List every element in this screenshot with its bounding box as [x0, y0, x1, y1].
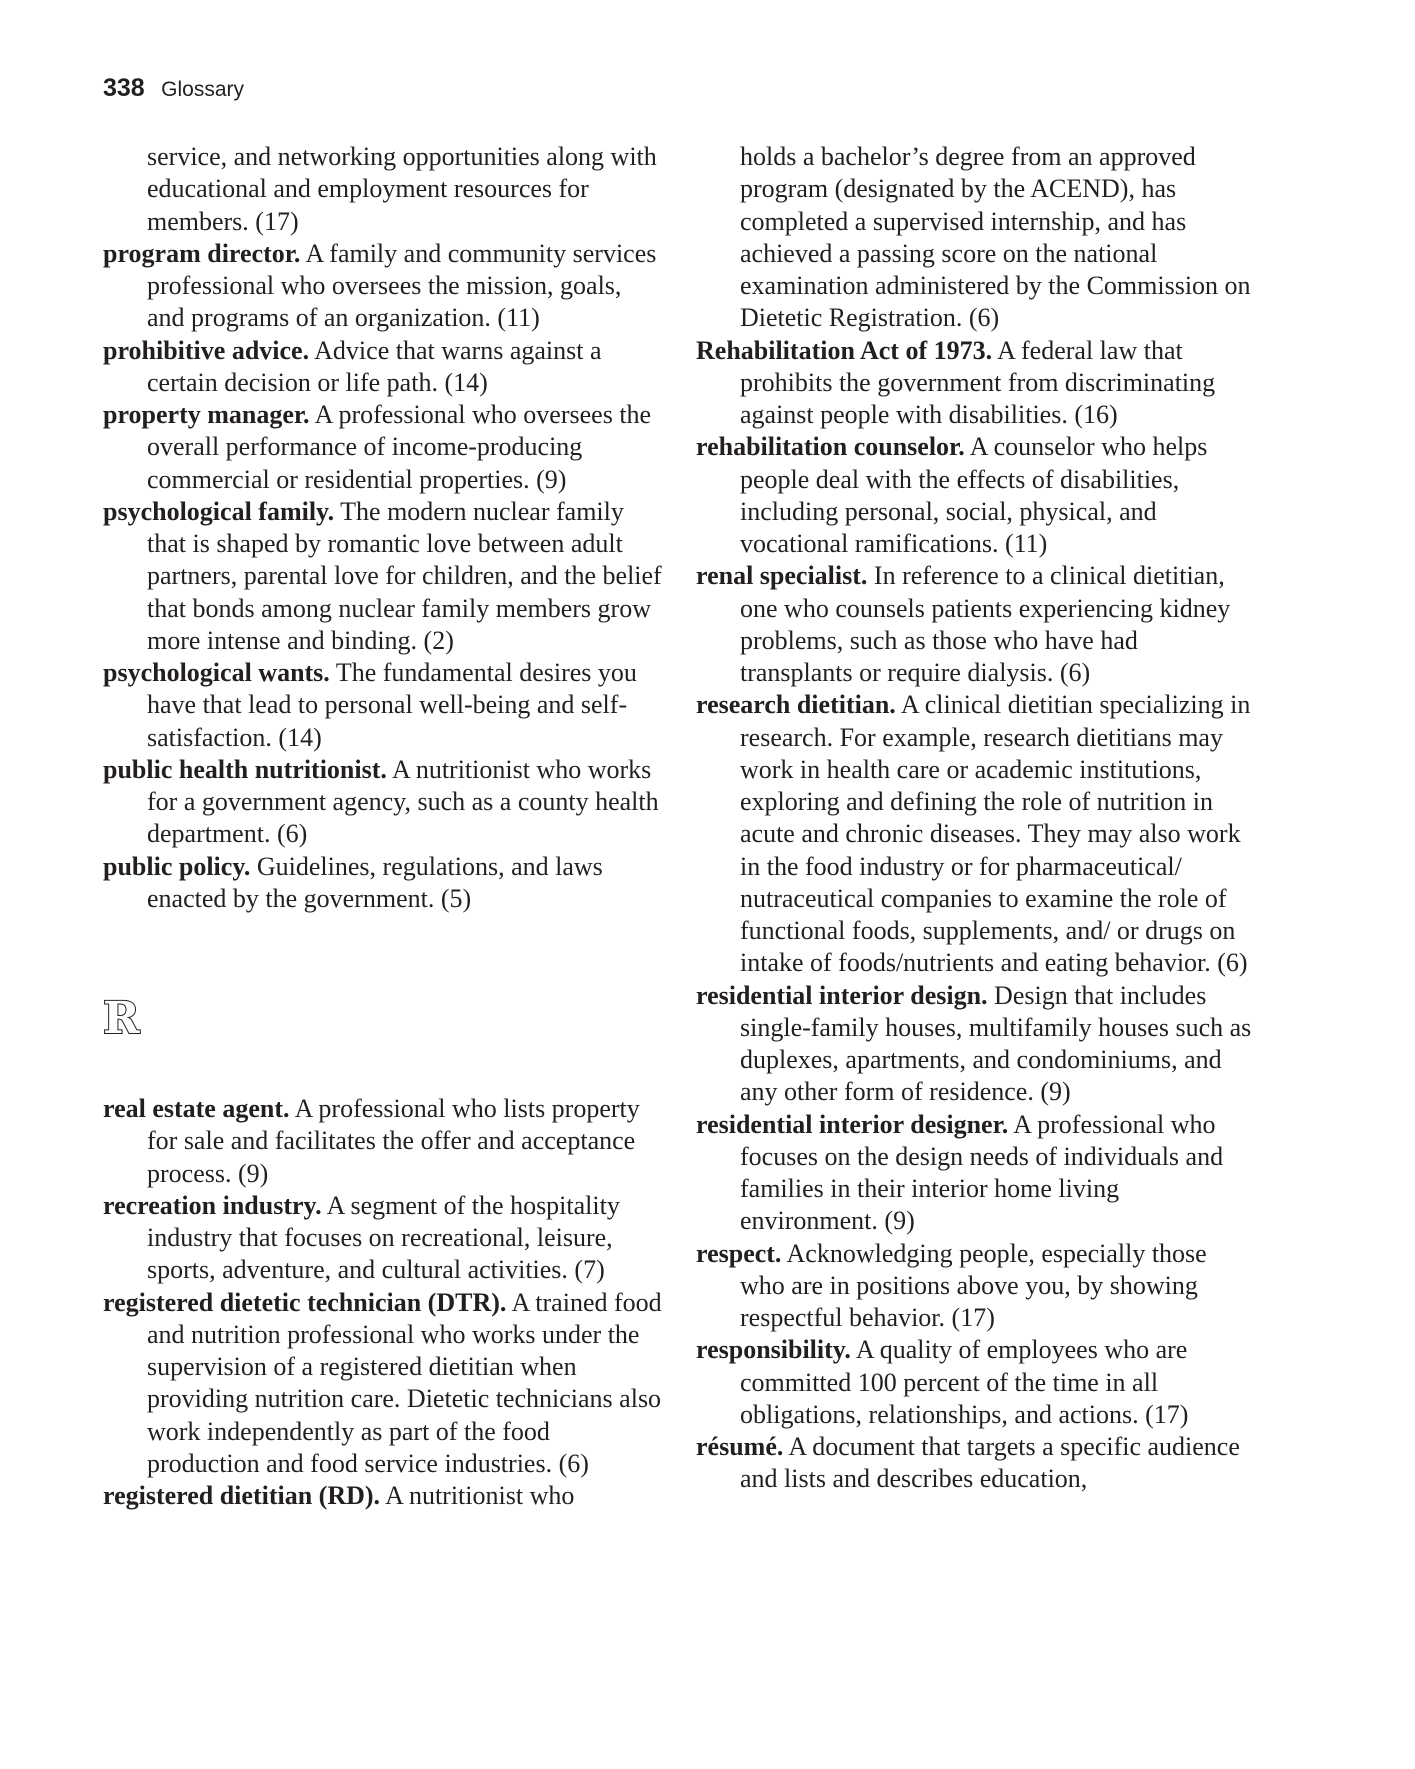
glossary-term: renal specialist. [696, 561, 868, 591]
glossary-entry [103, 1480, 663, 1512]
glossary-term: program director. [103, 238, 301, 268]
glossary-entry [103, 1190, 663, 1287]
glossary-term: résumé. [696, 1432, 784, 1461]
glossary-term: recreation industry. [103, 1190, 322, 1220]
running-head [103, 74, 244, 103]
glossary-definition: Design that includes single-family houses, multifamily houses such as duplexes, apartments, and condominiums, and any other form of residence. (9) [740, 980, 1252, 1107]
glossary-entry [103, 1287, 663, 1481]
glossary-term: psychological family. [103, 496, 335, 526]
glossary-term: research dietitian. [696, 690, 896, 720]
glossary-definition: A document that targets a specific audience and lists and describes education, [740, 1432, 1240, 1494]
glossary-term: residential interior design. [696, 980, 988, 1010]
glossary-term: Rehabilitation Act of 1973. [696, 335, 993, 365]
glossary-term: public policy. [103, 851, 251, 881]
glossary-definition: A nutritionist who [380, 1481, 575, 1510]
glossary-definition: Guidelines, regulations, and laws enacted by the government. (5) [147, 851, 603, 913]
glossary-definition: The modern nuclear family that is shaped by romantic love between adult partners, parental love for children, and the belief that bonds among nuclear family members grow more intense and binding. (2) [147, 496, 662, 655]
glossary-entry [696, 560, 1256, 689]
glossary-entry [696, 689, 1256, 979]
glossary-term: responsibility. [696, 1335, 851, 1365]
glossary-definition: A counselor who helps people deal with the effects of disabilities, including personal, social, physical, and vocational ramifications. (11) [740, 432, 1208, 558]
glossary-definition: A clinical dietitian specializing in research. For example, research dietitians may work in health care or academic institutions, exploring and defining the role of nutrition in acute and chronic diseases. They may also work in the food industry or for pharmaceutical/ nutraceutical companies to examine the role of functional foods, supplements, and/ or drugs on intake of foods/nutrients and eating behavior. (6) [740, 690, 1251, 978]
glossary-entries-r-continued [696, 335, 1256, 1496]
glossary-definition: The fundamental desires you have that lead to personal well-being and self-satisfaction. (14) [147, 658, 637, 752]
glossary-term: public health nutritionist. [103, 754, 387, 784]
glossary-term: prohibitive advice. [103, 335, 310, 365]
section-letter: R [103, 993, 140, 1044]
glossary-definition: A trained food and nutrition professional who works under the supervision of a registered dietitian when providing nutrition care. Dietetic technicians also work independently as part of the food production and food service industries. (6) [147, 1287, 662, 1478]
glossary-term: property manager. [103, 400, 310, 429]
glossary-entry [103, 399, 663, 496]
glossary-entry [696, 1238, 1256, 1335]
glossary-entry [696, 431, 1256, 560]
glossary-term: real estate agent. [103, 1094, 290, 1123]
glossary-definition: Advice that warns against a certain decision or life path. (14) [147, 335, 602, 397]
glossary-definition: A professional who oversees the overall performance of income-producing commercial or residential properties. (9) [147, 400, 652, 494]
glossary-definition: A family and community services professional who oversees the mission, goals, and programs of an organization. (11) [147, 238, 657, 333]
glossary-entry [103, 754, 663, 851]
glossary-entry [696, 980, 1256, 1109]
page-number: 338 [103, 74, 145, 102]
glossary-definition: A nutritionist who works for a government agency, such as a county health department. (6) [147, 754, 659, 849]
glossary-entry [103, 851, 663, 916]
glossary-definition: Acknowledging people, especially those who are in positions above you, by showing respectful behavior. (17) [740, 1238, 1207, 1332]
glossary-term: residential interior designer. [696, 1109, 1009, 1139]
glossary-definition: A professional who lists property for sale and facilitates the offer and acceptance process. (9) [147, 1094, 640, 1188]
glossary-entry [103, 238, 663, 335]
continued-definition: service, and networking opportunities along with educational and employment resources for members. (17) [147, 142, 657, 236]
glossary-entry [103, 1093, 663, 1190]
glossary-definition: A professional who focuses on the design needs of individuals and families in their interior home living environment. (9) [740, 1109, 1224, 1236]
continued-definition: holds a bachelor’s degree from an approved program (designated by the ACEND), has completed a supervised internship, and has achieved a passing score on the national examination administered by the Commission on Dietetic Registration. (6) [740, 142, 1251, 333]
glossary-entries-p [103, 238, 663, 915]
letter-section-r [103, 915, 663, 1093]
glossary-definition: A segment of the hospitality industry that focuses on recreational, leisure, sports, adventure, and cultural activities. (7) [147, 1190, 620, 1285]
glossary-term: registered dietetic technician (DTR). [103, 1287, 507, 1317]
running-head-title: Glossary [161, 78, 245, 101]
glossary-term: rehabilitation counselor. [696, 432, 965, 462]
glossary-entry [103, 335, 663, 400]
left-column [103, 141, 663, 1512]
glossary-entry [696, 1109, 1256, 1238]
glossary-term: respect. [696, 1238, 782, 1268]
glossary-definition: In reference to a clinical dietitian, one who counsels patients experiencing kidney problems, such as those who have had transplants or require dialysis. (6) [740, 561, 1231, 687]
glossary-entries-r [103, 1093, 663, 1512]
right-column [696, 141, 1256, 1496]
glossary-entry [103, 657, 663, 754]
glossary-entry [696, 1431, 1256, 1496]
glossary-term: registered dietitian (RD). [103, 1481, 381, 1510]
glossary-entry [696, 335, 1256, 432]
glossary-entry [696, 1334, 1256, 1431]
glossary-term: psychological wants. [103, 658, 330, 687]
glossary-definition: A quality of employees who are committed 100 percent of the time in all obligations, relationships, and actions. (17) [740, 1335, 1189, 1429]
glossary-definition: A federal law that prohibits the government from discriminating against people with disabilities. (16) [740, 335, 1216, 429]
glossary-entry [103, 496, 663, 657]
